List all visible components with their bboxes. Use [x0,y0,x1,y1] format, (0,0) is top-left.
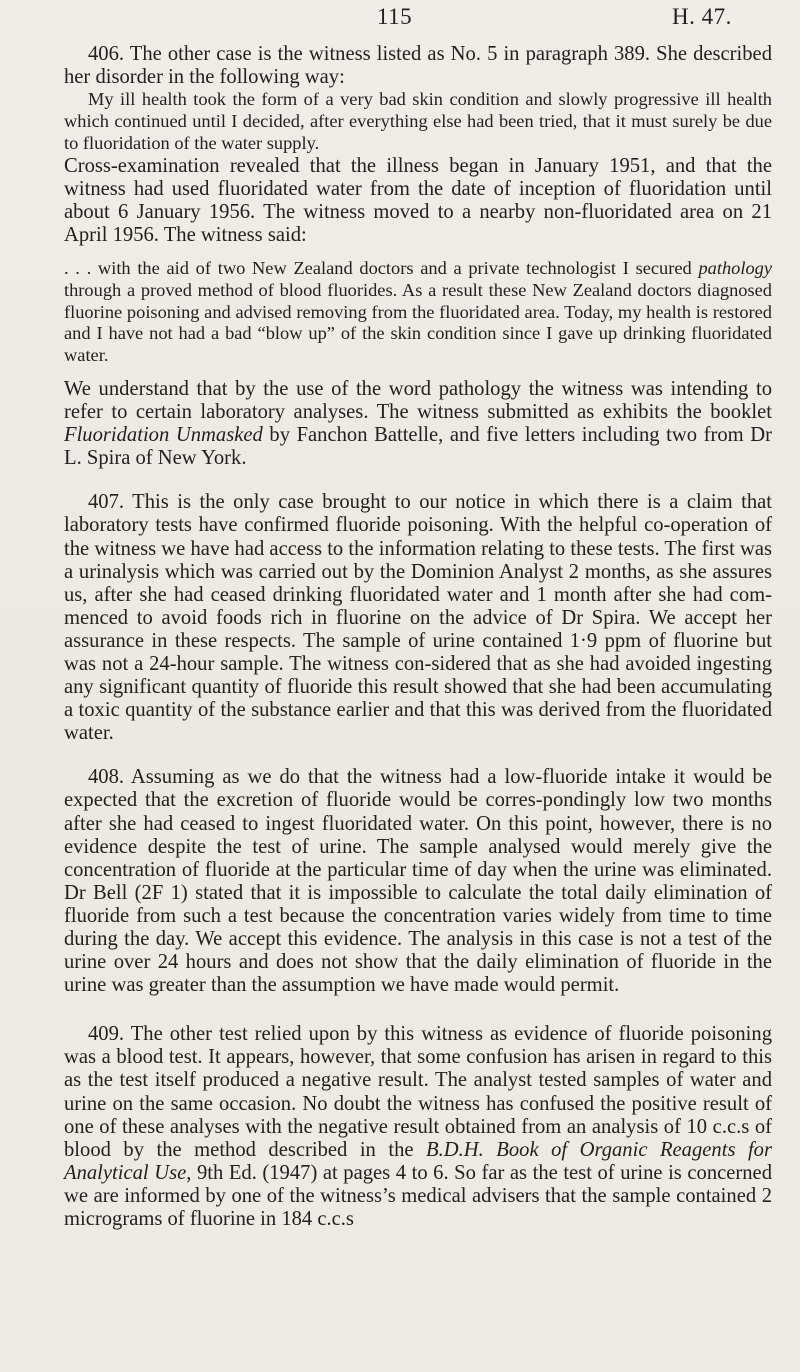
paragraph-407: 407. This is the only case brought to our notice in which there is a claim that laboratory tests have confirmed fluoride poisoning. With the helpful co-operation of the witness we have had access to the information relating to these tests. The first was a urinalysis which was carried out by the Dominion Analyst 2 months, as she assures us, after she had ceased drinking fluoridated water and 1 month after she had com-menced to avoid foods rich in fluorine on the advice of Dr Spira. We accept her assurance in these respects. The sample of urine contained 1·9 ppm of fluorine but was not a 24-hour sample. The witness con-sidered that as she had avoided ingesting any significant quantity of fluoride this result showed that she had been accumulating a toxic quantity of the substance earlier and that this was derived from the fluoridated water. [64,491,772,745]
quotation-witness-testimony: . . . with the aid of two New Zealand doctors and a private technologist I secured pathology through a proved method of blood fluorides. As a result these New Zealand doctors diagnosed fluorine poisoning and advised removing from the fluoridated area. Today, my health is restored and I have not had a bad “blow up” of the skin condition since I gave up drinking fluoridated water. [64,257,772,366]
italic-term: B.D.H. Book of Organic Reagents for Analytical Use [64,1138,772,1184]
paragraph-406: 406. The other case is the witness listed as No. 5 in paragraph 389. She described her disorder in the following way: [64,43,772,89]
page-number: 115 [377,4,413,29]
document-reference: H. 47. [672,4,732,29]
quotation-witness-statement: My ill health took the form of a very bad skin condition and slowly progressive ill health which continued until I decided, after everything else had been tried, that it must surely be due to fluoridation of the water supply. [64,89,772,153]
paragraph-409: 409. The other test relied upon by this witness as evidence of fluoride poisoning was a blood test. It appears, however, that some confusion has arisen in regard to this as the test itself produced a negative result. The analyst tested samples of water and urine on the same occasion. No doubt the witness has confused the positive result of one of these analyses with the negative result obtained from an analysis of 10 c.c.s of blood by the method described in the B.D.H. Book of Organic Reagents for Analytical Use, 9th Ed. (1947) at pages 4 to 6. So far as the test of urine is concerned we are informed by one of the witness’s medical advisers that the sample contained 2 micrograms of fluorine in 184 c.c.s [64,1023,772,1231]
paragraph-pathology-exhibits: We understand that by the use of the word pathology the witness was intending to refer to certain laboratory analyses. The witness submitted as exhibits the booklet Fluoridation Unmasked by Fanchon Battelle, and five letters including two from Dr L. Spira of New York. [64,377,773,470]
italic-term: pathology [698,257,772,278]
page-header [0,4,800,36]
body-text [64,43,772,1231]
paragraph-cross-examination: Cross-examination revealed that the illness began in January 1951, and that the witness had used fluoridated water from the date of inception of fluoridation until about 6 January 1956. The witness moved to a nearby non-fluoridated area on 21 April 1956. The witness said: [64,154,772,246]
paragraph-408: 408. Assuming as we do that the witness had a low-fluoride intake it would be expected that the excretion of fluoride would be corres-pondingly low two months after she had ceased to ingest fluoridated water. On this point, however, there is no evidence despite the test of urine. The sample analysed would merely give the concentration of fluoride at the particular time of day when the urine was eliminated. Dr Bell (2F 1) stated that it is impossible to calculate the total daily elimination of fluoride from such a test because the concentration varies widely from time to time during the day. We accept this evidence. The analysis in this case is not a test of the urine over 24 hours and does not show that the daily elimination of fluoride in the urine was greater than the assumption we have made would permit. [64,766,772,997]
italic-term: Fluoridation Unmasked [64,424,263,447]
